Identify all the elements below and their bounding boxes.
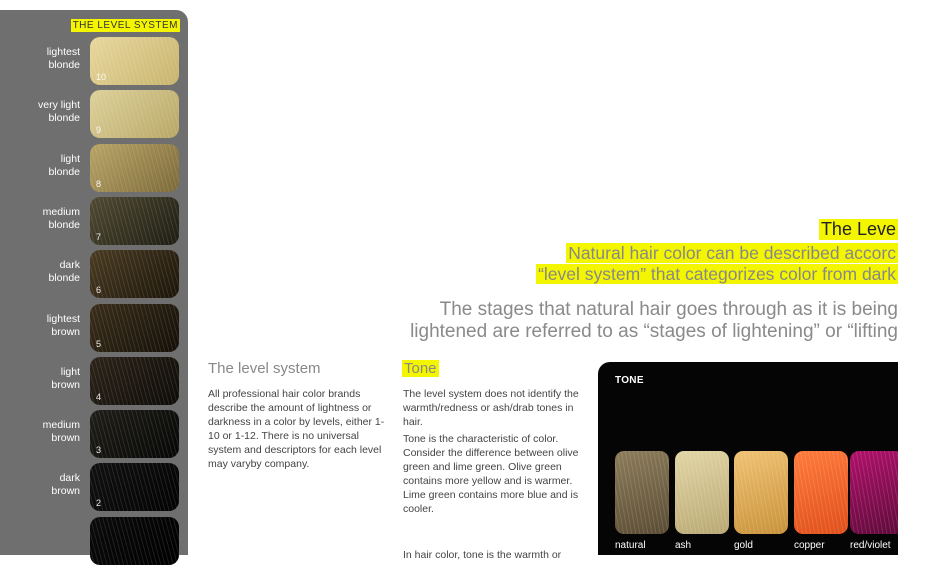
tone-paragraph-1: The level system does not identify the warmth/redness or ash/drab tones in hair.: [403, 388, 579, 428]
level-label-line1: lightest: [46, 46, 80, 58]
level-system-body: All professional hair color brands describe the amount of lightness or darkness in a color by levels, either 1-10 or 1-12. There is no universal system and descriptors for each level may varyby company.: [208, 388, 385, 470]
level-number: 5: [96, 338, 102, 349]
level-label-line2: blonde: [48, 165, 80, 178]
lead-line-2: lightened are referred to as “stages of lightening” or “lifting: [410, 321, 898, 342]
level-label: [0, 46, 80, 72]
level-label-line2: blonde: [48, 272, 80, 285]
level-row: [0, 410, 188, 460]
hair-swatch: [90, 250, 179, 298]
tone-swatch: [794, 451, 848, 534]
level-row: [0, 250, 188, 300]
tone-swatch: [675, 451, 729, 534]
level-number: 9: [96, 125, 102, 136]
level-label: [0, 99, 80, 125]
level-label: [0, 419, 80, 445]
level-label: [0, 206, 80, 232]
level-label-line2: brown: [51, 485, 80, 498]
tone-swatch: [850, 451, 904, 534]
tone-label: red/violet: [850, 540, 891, 551]
level-row: [0, 144, 188, 194]
tone-swatch: [734, 451, 788, 534]
tone-heading: Tone: [404, 360, 437, 377]
level-row: [0, 463, 188, 513]
hair-swatch: [90, 90, 179, 138]
level-number: 7: [96, 231, 102, 242]
level-row: [0, 37, 188, 87]
level-label-line1: medium: [42, 205, 80, 218]
level-label-line1: lightest: [46, 312, 80, 325]
level-label: [0, 366, 80, 392]
level-label: [0, 313, 80, 339]
subtitle-line-2: “level system” that categorizes color from dark: [538, 264, 896, 284]
subtitle-line-1: Natural hair color can be described accorc: [568, 243, 896, 263]
level-number: 4: [96, 391, 102, 402]
tone-label: gold: [734, 540, 753, 551]
tone-label: ash: [675, 540, 692, 551]
tone-label: copper: [794, 540, 825, 551]
hair-swatch: [90, 304, 179, 352]
tone-paragraph-3: In hair color, tone is the warmth or: [403, 549, 562, 561]
sidebar-title: THE LEVEL SYSTEM: [72, 20, 178, 31]
level-row: [0, 357, 188, 407]
tone-label: natural: [615, 540, 646, 551]
level-label: [0, 153, 80, 179]
level-row: [0, 90, 188, 140]
tone-paragraph-2: Tone is the characteristic of color. Consider the difference between olive green and lime green. Olive green contains more yellow and is warmer. Lime green contains more blue and is cooler.: [403, 433, 579, 515]
level-label-line2: brown: [51, 325, 80, 338]
level-row: [0, 304, 188, 354]
level-system-sidebar: [0, 10, 188, 555]
level-number: 10: [96, 72, 107, 82]
hair-swatch: [90, 144, 179, 192]
level-label-line2: blonde: [48, 112, 80, 125]
hair-swatch: [90, 37, 179, 85]
level-label-line1: light: [60, 152, 80, 165]
hair-swatch: [90, 463, 179, 511]
level-row: [0, 197, 188, 247]
level-label-line1: very light: [37, 99, 80, 112]
level-label-line2: blonde: [48, 218, 80, 231]
tone-panel: [598, 362, 908, 555]
page-edge: [898, 0, 931, 588]
level-system-heading: The level system: [208, 360, 321, 377]
level-label: [0, 259, 80, 285]
hair-swatch: [90, 517, 179, 565]
hair-swatch: [90, 197, 179, 245]
level-label-line2: brown: [51, 432, 80, 445]
hair-swatch: [90, 357, 179, 405]
level-number: 8: [96, 178, 102, 189]
level-label-line2: blonde: [48, 59, 80, 71]
tone-panel-title: TONE: [615, 375, 644, 386]
level-label-line1: dark: [59, 472, 80, 485]
level-number: 6: [96, 285, 102, 296]
level-label-line1: dark: [59, 259, 80, 272]
tone-swatch: [615, 451, 669, 534]
level-row: [0, 517, 188, 567]
level-number: 3: [96, 445, 102, 456]
level-label-line1: medium: [42, 419, 80, 432]
level-label: [0, 472, 80, 498]
hair-swatch: [90, 410, 179, 458]
level-label-line1: light: [60, 365, 80, 378]
page-title: The Leve: [820, 219, 896, 239]
level-label-line2: brown: [51, 378, 80, 391]
level-number: 2: [96, 498, 102, 509]
lead-line-1: The stages that natural hair goes through as it is being: [439, 299, 898, 320]
